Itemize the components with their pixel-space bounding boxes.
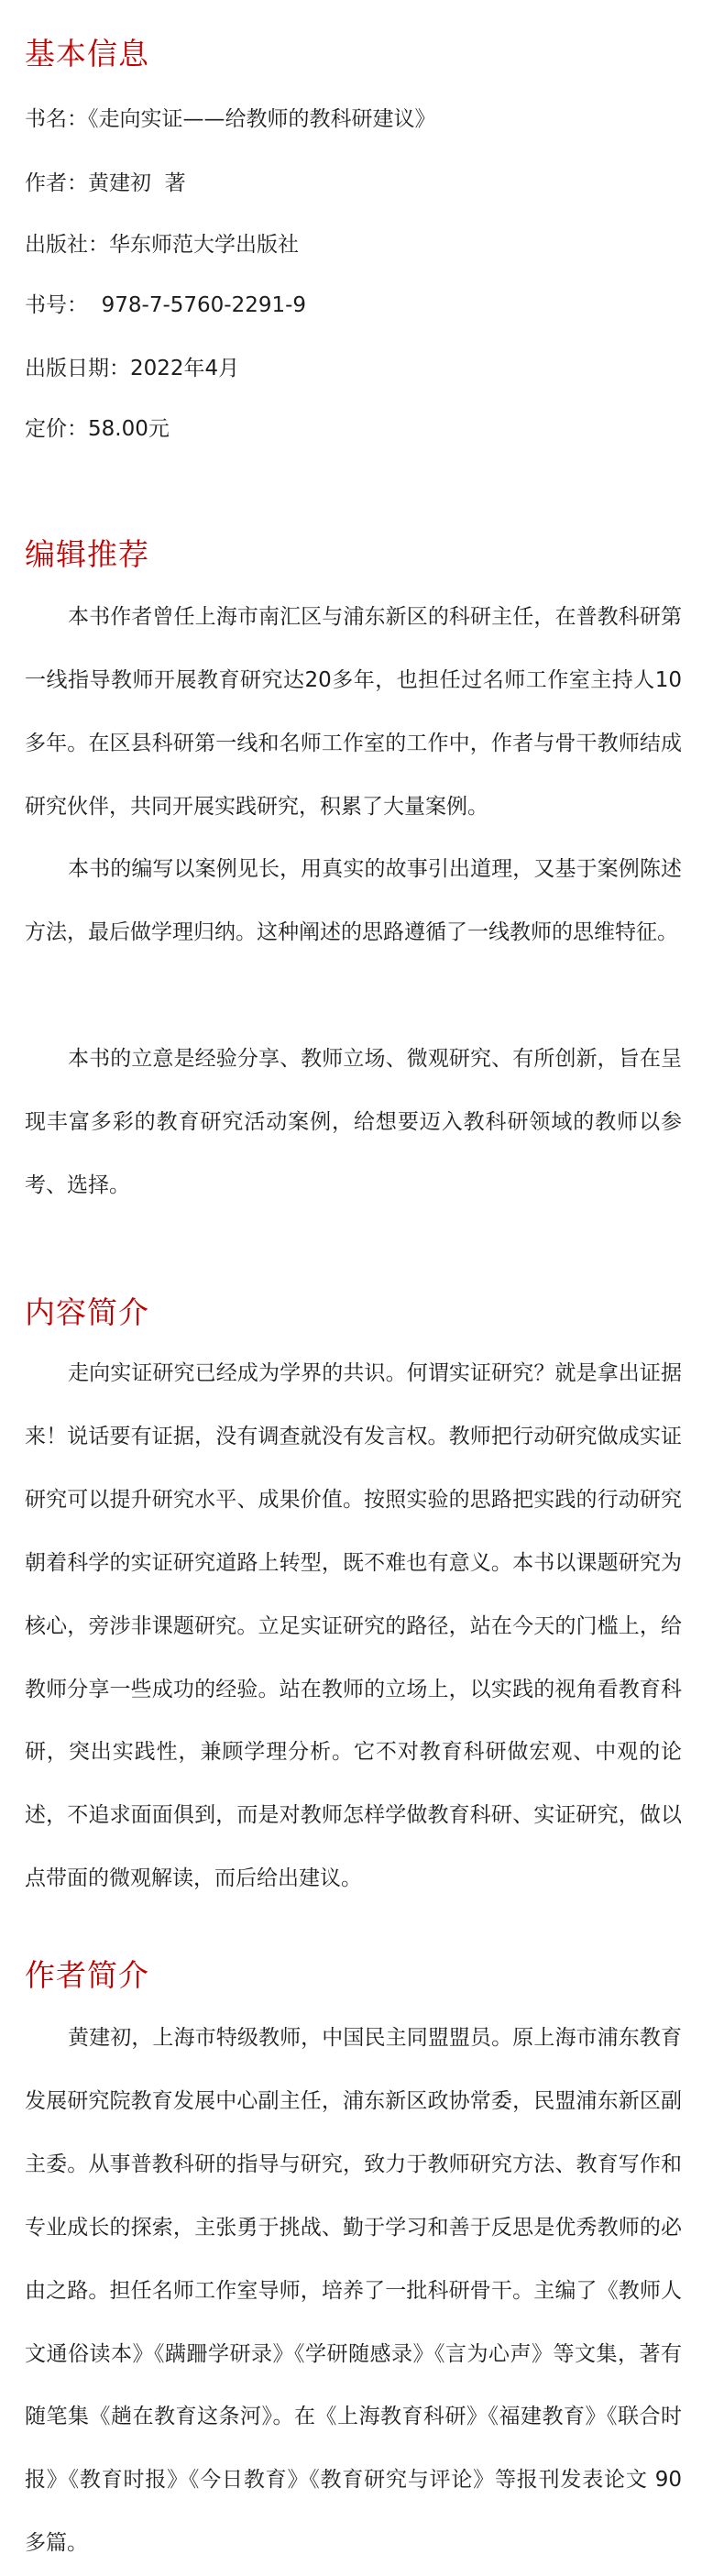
info-value: 华东师范大学出版社 [109, 233, 299, 257]
content-summary-paragraph: 走向实证研究已经成为学界的共识。何谓实证研究？就是拿出证据来！说话要有证据，没有调查就没有发言权。教师把行动研究做成实证研究可以提升研究水平、成果价值。按照实验的思路把实践的行动研究朝着科学的实证研究道路上转型，既不难也有意义。本书以课题研究为核心，旁涉非课题研究。立足实证研究的路径，站在今天的门槛上，给教师分享一些成功的经验。站在教师的立场上，以实践的视角看教育科研，突出实践性，兼顾学理分析。它不对教育科研做宏观、中观的论述，不追求面面俱到，而是对教师怎样学做教育科研、实证研究，做以点带面的微观解读，而后给出建议。 [25, 1361, 682, 1891]
info-value: 黄建初 著 [88, 171, 186, 195]
section-title-author-intro: 作者简介 [25, 1957, 149, 1993]
info-row-price [25, 415, 170, 443]
info-label: 出版社： [25, 233, 109, 257]
editor-recommendation-paragraph-2: 本书的编写以案例见长，用真实的故事引出道理，又基于案例陈述方法，最后做学理归纳。这种阐述的思路遵循了一线教师的思维特征。 [25, 857, 682, 944]
info-label: 作者： [25, 171, 88, 195]
info-label: 定价： [25, 417, 88, 441]
section-title-editor-recommendation: 编辑推荐 [25, 536, 149, 572]
info-label: 书名： [25, 107, 88, 131]
info-value: 978-7-5760-2291-9 [88, 293, 307, 317]
author-intro-paragraph: 黄建初，上海市特级教师，中国民主同盟盟员。原上海市浦东教育发展研究院教育发展中心副主任，浦东新区政协常委，民盟浦东新区副主委。从事普教科研的指导与研究，致力于教师研究方法、教育写作和专业成长的探索，主张勇于挑战、勤于学习和善于反思是优秀教师的必由之路。担任名师工作室导师，培养了一批科研骨干。主编了《教师人文通俗读本》《蹒跚学研录》《学研随感录》《言为心声》等文集，著有随笔集《趟在教育这条河》。在《上海教育科研》《福建教育》《联合时报》《教育时报》《今日教育》《教育研究与评论》等报刊发表论文 90 多篇。 [25, 2026, 682, 2556]
info-value: 58.00元 [88, 417, 170, 441]
info-label: 出版日期： [25, 357, 130, 380]
info-row-isbn [25, 292, 306, 319]
info-row-title [25, 105, 436, 133]
info-value: 2022年4月 [130, 357, 240, 380]
editor-recommendation-paragraph-1: 本书作者曾任上海市南汇区与浦东新区的科研主任，在普教科研第一线指导教师开展教育研究达20多年，也担任过名师工作室主持人10多年。在区县科研第一线和名师工作室的工作中，作者与骨干教师结成研究伙伴，共同开展实践研究，积累了大量案例。 [25, 605, 682, 819]
info-row-publisher [25, 231, 299, 259]
info-label: 书号： [25, 293, 88, 317]
info-row-publish-date [25, 355, 239, 382]
info-row-author [25, 170, 186, 197]
info-value: 《走向实证——给教师的教科研建议》 [88, 107, 436, 131]
section-title-basic-info: 基本信息 [25, 36, 149, 72]
editor-recommendation-paragraph-3: 本书的立意是经验分享、教师立场、微观研究、有所创新，旨在呈现丰富多彩的教育研究活动案例，给想要迈入教科研领域的教师以参考、选择。 [25, 1047, 682, 1197]
section-title-content-summary: 内容简介 [25, 1294, 149, 1330]
